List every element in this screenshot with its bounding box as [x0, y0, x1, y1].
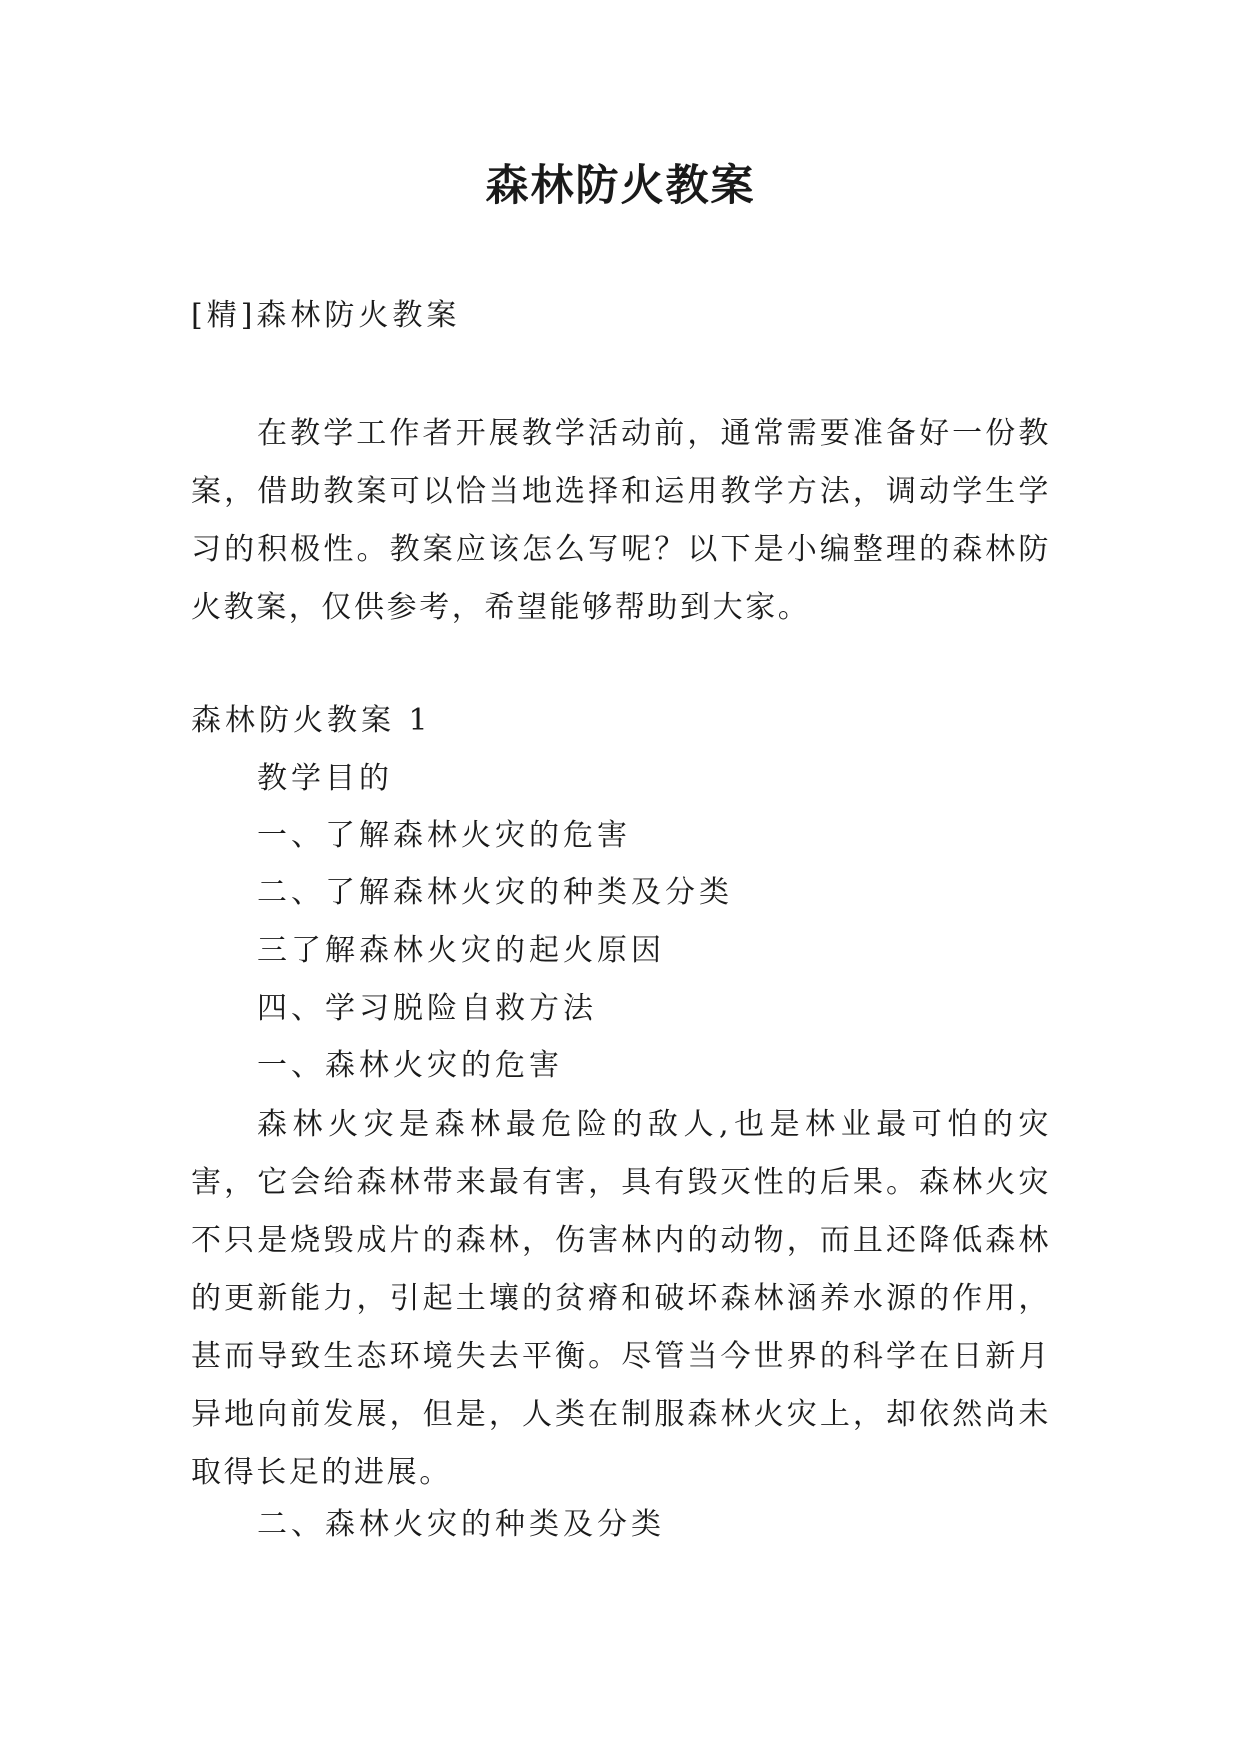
list-item: 二、了解森林火灾的种类及分类: [257, 875, 733, 910]
list-item: 四、学习脱险自救方法: [257, 991, 597, 1026]
list-item: 教学目的: [257, 761, 393, 796]
document-subtitle: [精]森林防火教案: [191, 298, 461, 333]
list-item: 一、了解森林火灾的危害: [257, 818, 631, 853]
list-item: 三了解森林火灾的起火原因: [257, 933, 665, 968]
list-item: 二、森林火灾的种类及分类: [257, 1507, 665, 1542]
intro-paragraph: 在教学工作者开展教学活动前，通常需要准备好一份教案，借助教案可以恰当地选择和运用教学方法，调动学生学习的积极性。教案应该怎么写呢？以下是小编整理的森林防火教案，仅供参考，希望能够帮助到大家。: [191, 416, 1051, 625]
body-paragraph: 森林火灾是森林最危险的敌人,也是林业最可怕的灾害，它会给森林带来最有害，具有毁灭性的后果。森林火灾不只是烧毁成片的森林，伤害林内的动物，而且还降低森林的更新能力，引起土壤的贫瘠和破坏森林涵养水源的作用，甚而导致生态环境失去平衡。尽管当今世界的科学在日新月异地向前发展，但是，人类在制服森林火灾上，却依然尚未取得长足的进展。: [191, 1107, 1051, 1490]
list-item: 一、森林火灾的危害: [257, 1048, 563, 1083]
section-heading: 森林防火教案 1: [191, 703, 432, 738]
document-title: 森林防火教案: [485, 161, 756, 211]
